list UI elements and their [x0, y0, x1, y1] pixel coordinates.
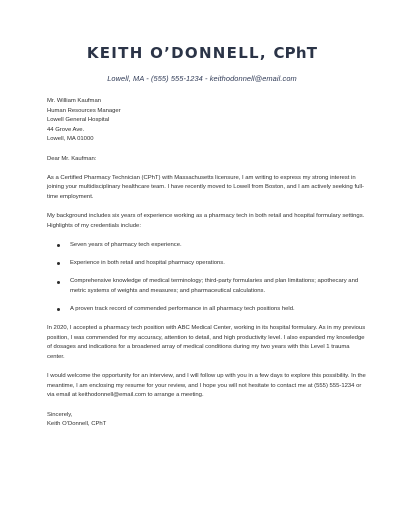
bullet-icon	[57, 281, 60, 284]
experience-paragraph: In 2020, I accepted a pharmacy tech position with ABC Medical Center, working in its hospital formulary. As in my previous position, I was commended for my accuracy, attention to detail, and high productivity level. I also expanded my knowledge of dosages and indications for a broadened array of medical conditions during my two years with this Level 1 trauma center.	[47, 325, 366, 361]
list-item	[47, 305, 367, 315]
bullet-icon	[57, 244, 60, 247]
list-item	[47, 241, 367, 251]
intro-paragraph: As a Certified Pharmacy Technician (CPhT) with Massachusetts licensure, I am writing to express my strong interest in joining your multidisciplinary healthcare team. I have recently moved to Lowell from Boston, and I am actively seeking full-time employment.	[47, 174, 364, 200]
recipient-line: Lowell, MA 01000	[47, 136, 94, 143]
closing-word: Sincerely,	[47, 411, 73, 418]
applicant-name-text: KEITH O’DONNELL,	[86, 44, 267, 62]
signature: Keith O’Donnell, CPhT	[47, 421, 107, 428]
background-paragraph: My background includes six years of experience working as a pharmacy tech in both retail and hospital formulary settings. Highlights of my credentials include:	[47, 213, 365, 229]
bullet-icon	[57, 308, 60, 311]
recipient-line: 44 Grove Ave.	[47, 126, 85, 133]
recipient-address	[47, 97, 367, 145]
recipient-line: Human Resources Manager	[47, 107, 121, 114]
list-item-text: Experience in both retail and hospital pharmacy operations.	[70, 260, 225, 267]
closing-paragraph: I would welcome the opportunity for an interview, and I will follow up with you in a few days to explore this possibility. In the meantime, I am enclosing my resume for your review, and I hope you will not hesitate to contact me at (555) 555-1234 or via email at keithodonnell@email.com to arrange a meeting.	[47, 373, 366, 399]
contact-line: Lowell, MA - (555) 555-1234 - keithodonnell@email.com	[107, 74, 297, 83]
list-item	[47, 259, 367, 269]
recipient-line: Lowell General Hospital	[47, 117, 110, 124]
applicant-credential: CPhT	[273, 44, 318, 62]
credentials-list	[47, 241, 367, 315]
bullet-icon	[57, 262, 60, 265]
list-item-text: A proven track record of commended performance in all pharmacy tech positions held.	[70, 306, 295, 313]
list-item	[47, 277, 367, 296]
applicant-name	[0, 44, 404, 62]
signoff	[47, 411, 367, 430]
list-item-text: Comprehensive knowledge of medical terminology; third-party formularies and plan limitations; apothecary and metric systems of weights and measures; and pharmaceutical calculations.	[70, 278, 359, 294]
letter-body	[47, 97, 367, 430]
list-item-text: Seven years of pharmacy tech experience.	[70, 241, 182, 248]
salutation: Dear Mr. Kaufman:	[47, 155, 97, 162]
recipient-line: Mr. William Kaufman	[47, 98, 102, 104]
